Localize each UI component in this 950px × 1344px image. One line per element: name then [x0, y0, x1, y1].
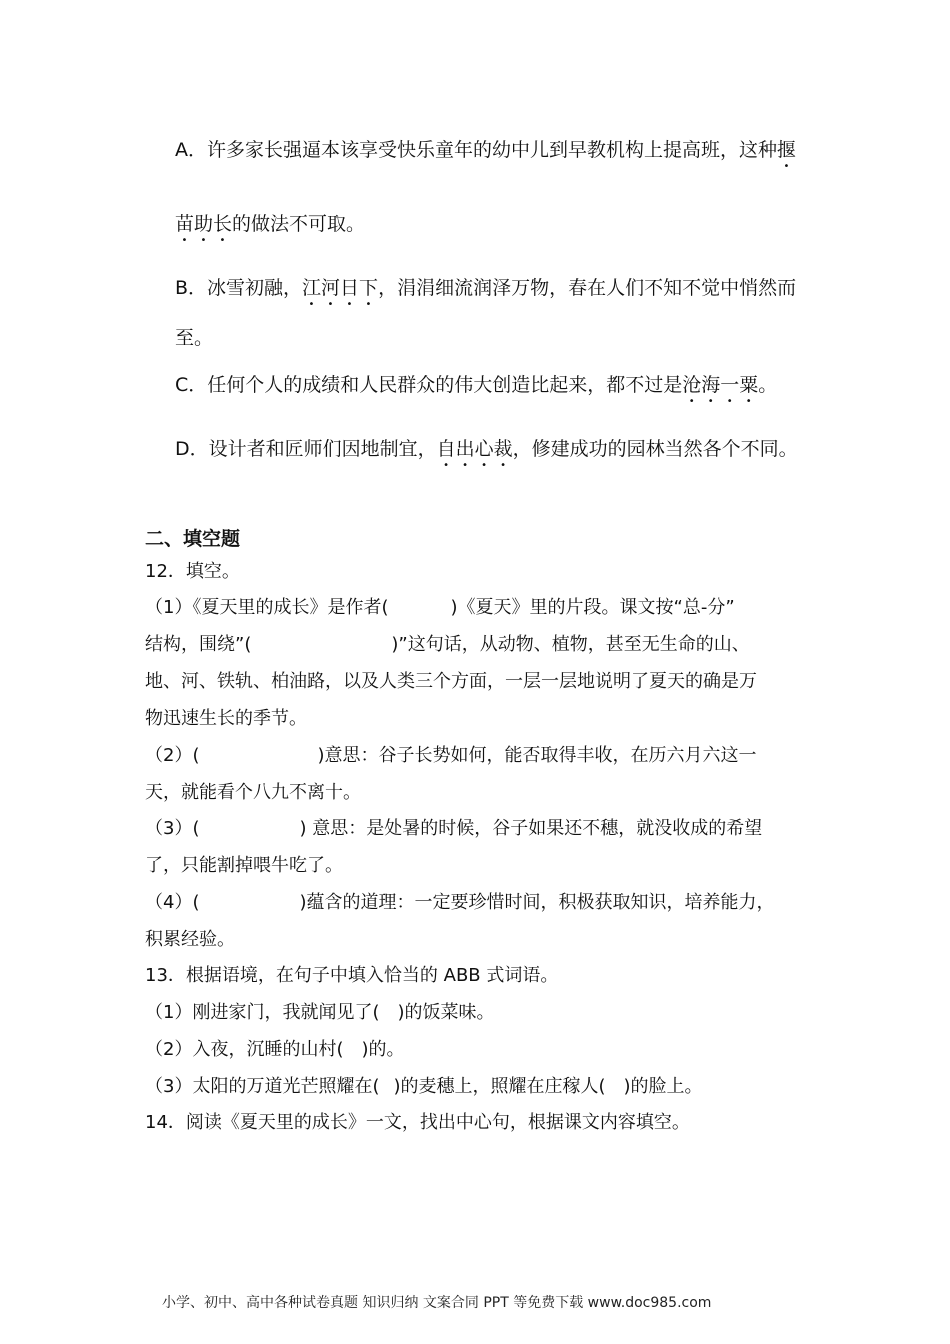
q13-p3-text-c: )的脸上。 [623, 1076, 703, 1097]
option-c-text-2: 。 [758, 374, 778, 396]
q12-part3-line2: 了，只能割掉喂牛吃了。 [145, 855, 343, 876]
option-a-text: A．许多家长强逼本该享受快乐童年的幼中儿到早教机构上提高班，这种 [175, 139, 777, 161]
option-b-emphasis: 江河日下 [302, 277, 379, 299]
q12-part1-line2 [145, 633, 750, 657]
q12-part4-line1 [145, 891, 775, 915]
q13-p3-text-a: （3）太阳的万道光芒照耀在( [145, 1076, 380, 1097]
option-b-line-2 [175, 326, 213, 350]
footer-text: 小学、初中、高中各种试卷真题 知识归纳 文案合同 PPT 等免费下载 www.doc985.com [162, 1295, 712, 1311]
q12-part2-line2: 天，就能看个八九不离十。 [145, 782, 361, 803]
q13-p2-text-b: )的。 [361, 1039, 405, 1060]
q12-p1-text-a: （1）《夏天里的成长》是作者( [145, 597, 389, 618]
option-d-emphasis: 自出心裁 [436, 438, 513, 460]
option-b-line-1 [175, 276, 796, 310]
option-c-line [175, 373, 777, 407]
option-d-text-2: ，修建成功的园林当然各个不同。 [512, 438, 798, 460]
q12-stem: 12．填空。 [145, 561, 240, 582]
option-d-line [175, 437, 798, 471]
q12-p1-text-b: )《夏天》里的片段。课文按“总-分” [450, 597, 735, 618]
option-b-text-3: 至。 [175, 327, 214, 349]
q12-p3-text-b: ) 意思：是处暑的时候，谷子如果还不穗，就没收成的希望 [299, 818, 763, 839]
q12-p3-text-a: （3）( [145, 818, 200, 839]
q12-p4-text-a: （4）( [145, 892, 200, 913]
q13-part2 [145, 1038, 405, 1062]
q12-p2-text-b: )意思：谷子长势如何，能否取得丰收，在历六月六这一 [317, 745, 757, 766]
q12-part1-line4: 物迅速生长的季节。 [145, 708, 307, 729]
option-a-line-1 [175, 138, 796, 172]
q13-stem: 13．根据语境，在句子中填入恰当的 ABB 式词语。 [145, 965, 559, 986]
option-a-text-2: 的做法不可取。 [232, 213, 366, 235]
q12-part3-line1 [145, 817, 762, 841]
q12-part2-line1 [145, 744, 757, 768]
option-a-emphasis: 揠 [777, 139, 797, 161]
option-c-text: C．任何个人的成绩和人民群众的伟大创造比起来，都不过是 [175, 374, 683, 396]
option-a-line-2 [175, 212, 365, 246]
option-b-text: B．冰雪初融， [175, 277, 303, 299]
option-d-text: D．设计者和匠师们因地制宜， [175, 438, 437, 460]
q12-part1-line1 [145, 596, 735, 620]
q12-part4-line2: 积累经验。 [145, 929, 235, 950]
option-c-emphasis: 沧海一粟 [682, 374, 759, 396]
q12-part1-line3: 地、河、铁轨、柏油路，以及人类三个方面，一层一层地说明了夏天的确是万 [145, 671, 757, 692]
q13-p1-text-b: )的饭菜味。 [397, 1002, 495, 1023]
q13-part1 [145, 1001, 495, 1025]
q14-stem: 14．阅读《夏天里的成长》一文，找出中心句，根据课文内容填空。 [145, 1112, 690, 1133]
q12-p4-text-b: )蕴含的道理：一定要珍惜时间，积极获取知识，培养能力， [299, 892, 775, 913]
q13-p3-text-b: )的麦穗上，照耀在庄稼人( [393, 1076, 606, 1097]
q12-p1-text-c: 结构，围绕”( [145, 634, 252, 655]
q12-p1-text-d: )”这句话，从动物、植物，甚至无生命的山、 [391, 634, 750, 655]
q13-p2-text-a: （2）入夜，沉睡的山村( [145, 1039, 344, 1060]
option-a-emphasis-2: 苗助长 [175, 213, 233, 235]
section-title: 二、填空题 [145, 528, 241, 550]
q13-part3 [145, 1075, 703, 1099]
option-b-text-2: ，涓涓细流润泽万物，春在人们不知不觉中悄然而 [378, 277, 797, 299]
q13-p1-text-a: （1）刚进家门，我就闻见了( [145, 1002, 380, 1023]
q12-p2-text-a: （2）( [145, 745, 200, 766]
